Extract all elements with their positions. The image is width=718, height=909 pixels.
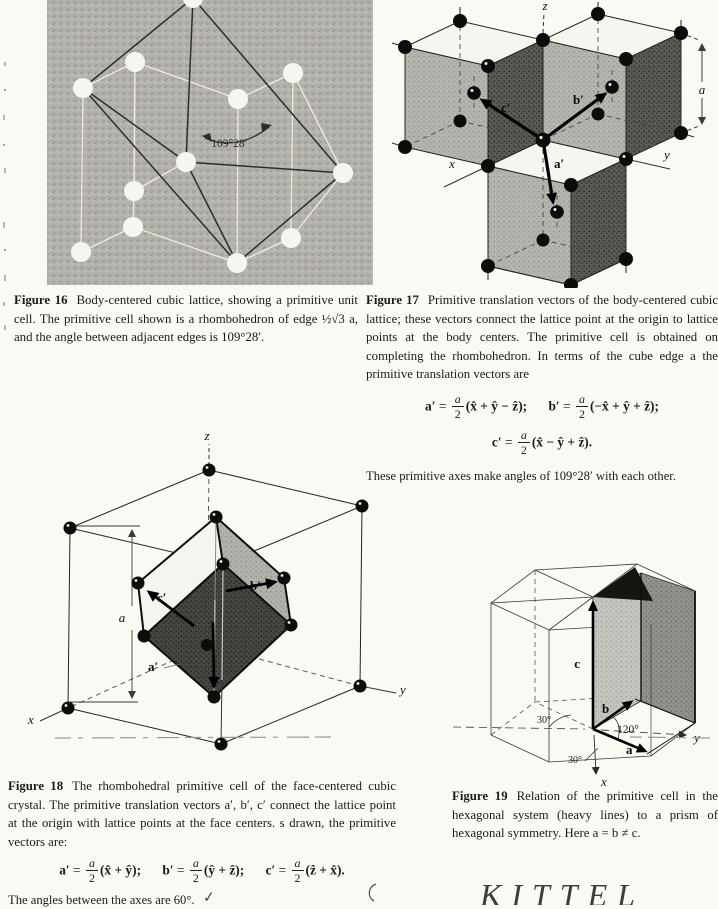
figure17-bcc-vectors: [368, 0, 718, 288]
fraction: $\frac{a}{2}$: [190, 857, 202, 884]
eq-b-vec: b′: [548, 398, 560, 414]
scan-artifact-line: [55, 733, 715, 743]
figure16-caption: [14, 291, 358, 347]
dimension-a: [70, 526, 140, 702]
eq-a-vec: a′: [59, 862, 70, 878]
figure17-equation-line2: c′ = $\frac{a}{2}$ (x̂ − ŷ + ẑ).: [491, 427, 593, 457]
figure17-equation-line1: a′ = $\frac{a}{2}$ (x̂ + ŷ − ẑ); b′ = $\frac{a}{2}$ (−x̂ + ŷ + ẑ);: [425, 391, 659, 421]
vector-c-label: c: [574, 656, 580, 671]
vector-c-label: c′: [157, 590, 167, 605]
axis-z-label: z: [204, 430, 210, 443]
dim-a-label: a: [698, 82, 706, 97]
handwriting: [470, 875, 710, 905]
axis-x-label: x: [601, 774, 607, 789]
vector-b-label: b′: [573, 92, 584, 107]
fraction: $\frac{a}{2}$: [518, 429, 530, 456]
figure18-fcc-cell: [10, 430, 410, 780]
figure16-caption-label: Figure 16: [14, 293, 68, 307]
figure17-caption-text: Primitive translation vectors of the body-centered cubic lattice; these vectors connect the lattice point at the origin to lattice points at the body centers. The primitive cell is obtained on completing the rhombohedron. In terms of the cube edge a the primitive translation vectors are: [366, 293, 718, 382]
handwriting-text: KITTEL: [480, 877, 645, 905]
figure19-hexagonal-cell: [445, 555, 718, 796]
angle-label: 109°28': [211, 138, 247, 150]
dim-a-label: a: [118, 610, 126, 625]
page-margin-marks: [0, 40, 12, 680]
vector-a-label: a: [626, 742, 633, 757]
figure18-caption-label: Figure 18: [8, 779, 64, 793]
pencil-mark: [364, 882, 384, 905]
figure16-bcc-photo: [47, 0, 373, 285]
eq-b-vec: b′: [162, 862, 174, 878]
fraction: $\frac{a}{2}$: [576, 393, 588, 420]
angle-30-bottom-label: 30°: [568, 755, 582, 766]
figure17-caption-block: [366, 291, 718, 485]
axis-x-label: x: [449, 156, 455, 171]
y-axis-left: [453, 727, 585, 729]
vector-a-label: a′: [554, 156, 565, 171]
vector-b-label: b′: [250, 578, 261, 593]
axis-x-label: x: [28, 712, 34, 727]
eq-c-vec: c′: [491, 434, 502, 450]
vector-a-label: a′: [148, 659, 159, 674]
figure19-caption-text: Relation of the primitive cell in the hexagonal system (heavy lines) to a prism of hexagonal symmetry. Here a = b ≠ c.: [452, 789, 718, 841]
eq-a-vec: a′: [425, 398, 436, 414]
figure16-caption-text: Body-centered cubic lattice, showing a primitive unit cell. The primitive cell shown is a rhombohedron of edge ½√3 a, and the angle between adjacent edges is 109°28′.: [14, 293, 358, 345]
figure17-closing-text: These primitive axes make angles of 109°28′ with each other.: [366, 468, 676, 483]
axis-y-label: y: [400, 682, 406, 697]
axis-z-label: z: [542, 0, 548, 13]
axis-y-label: y: [664, 147, 670, 162]
vector-c-label: c′: [501, 100, 511, 115]
figure18-caption-block: [8, 777, 396, 909]
figure18-equation-line: a′ = $\frac{a}{2}$ (x̂ + ŷ); b′ = $\frac{a}{2}$ (ŷ + ẑ); c′ = $\frac{a}{2}$ (ẑ + x̂).: [59, 856, 345, 886]
pencil-checkmark: ✓: [201, 889, 216, 907]
photo-background: [47, 0, 373, 285]
fraction: $\frac{a}{2}$: [452, 393, 464, 420]
figure19-caption: [452, 787, 718, 843]
vector-b-label: b: [602, 701, 610, 716]
fraction: $\frac{a}{2}$: [86, 857, 98, 884]
figure18-closing-text: The angles between the axes are 60°.: [8, 893, 195, 908]
figure18-caption-text: The rhombohedral primitive cell of the face-centered cubic crystal. The primitive translation vectors a′, b′, c′ connect the lattice point at the origin with lattice points at the face centers. s drawn, the primitive vectors are:: [8, 779, 396, 849]
angle-120-label: 120°: [617, 724, 639, 736]
figure19-caption-label: Figure 19: [452, 789, 508, 803]
figure17-caption-label: Figure 17: [366, 293, 419, 307]
angle-30-left-label: 30°: [537, 715, 551, 726]
eq-c-vec: c′: [265, 862, 276, 878]
fraction: $\frac{a}{2}$: [292, 857, 304, 884]
